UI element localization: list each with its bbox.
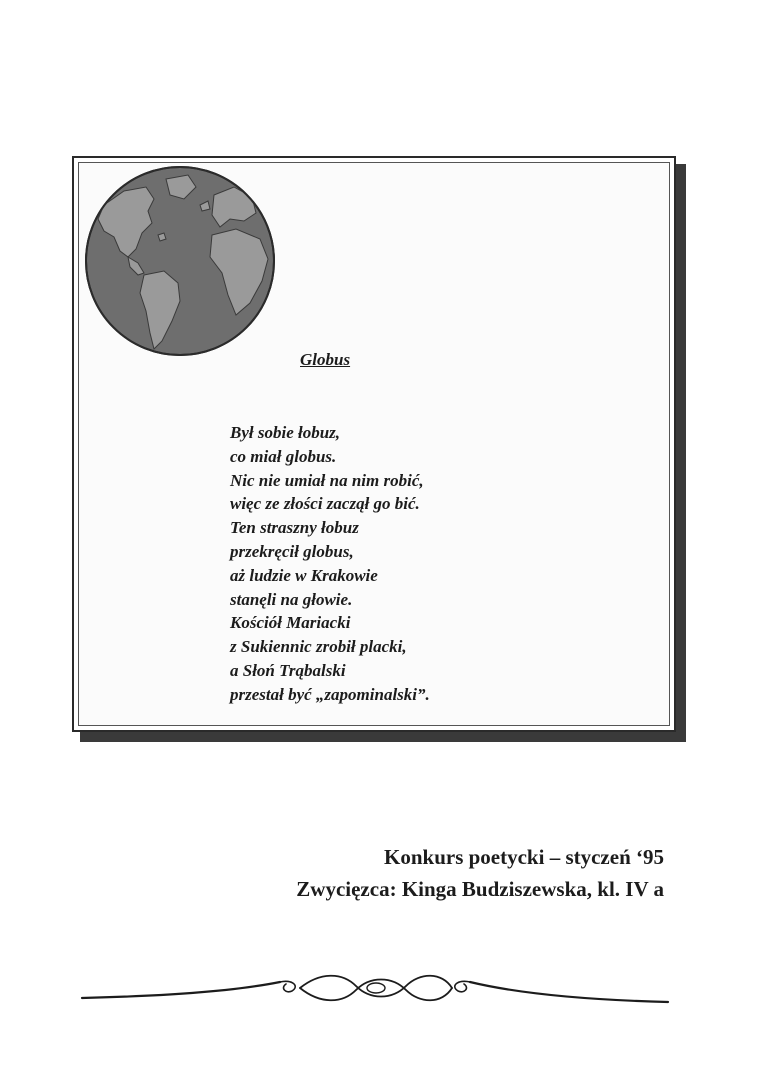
poem-line: stanęli na głowie. <box>230 589 353 609</box>
poem-line: Nic nie umiał na nim robić, <box>230 470 424 490</box>
poem-line: aż ludzie w Krakowie <box>230 565 378 585</box>
poem-line: z Sukiennic zrobił placki, <box>230 637 407 657</box>
poem-title: Globus <box>300 350 351 369</box>
poem-line: co miał globus. <box>230 446 337 466</box>
winner-caption: Zwycięzca: Kinga Budziszewska, kl. IV a <box>296 877 664 901</box>
poem-line: Był sobie łobuz, <box>230 423 341 442</box>
flourish-divider-icon <box>80 966 670 1008</box>
poem-line: Kościół Mariacki <box>230 613 351 633</box>
poem-body <box>230 421 530 707</box>
poem-line: a Słoń Trąbalski <box>230 660 346 680</box>
contest-caption: Konkurs poetycki – styczeń ‘95 <box>384 845 664 869</box>
poem-line: więc ze złości zaczął go bić. <box>230 494 420 514</box>
poem-line: przekręcił globus, <box>230 541 354 561</box>
globe-icon <box>84 165 276 357</box>
poem-line: przestał być „zapominalski”. <box>230 684 430 704</box>
poem-line: Ten straszny łobuz <box>230 518 359 538</box>
